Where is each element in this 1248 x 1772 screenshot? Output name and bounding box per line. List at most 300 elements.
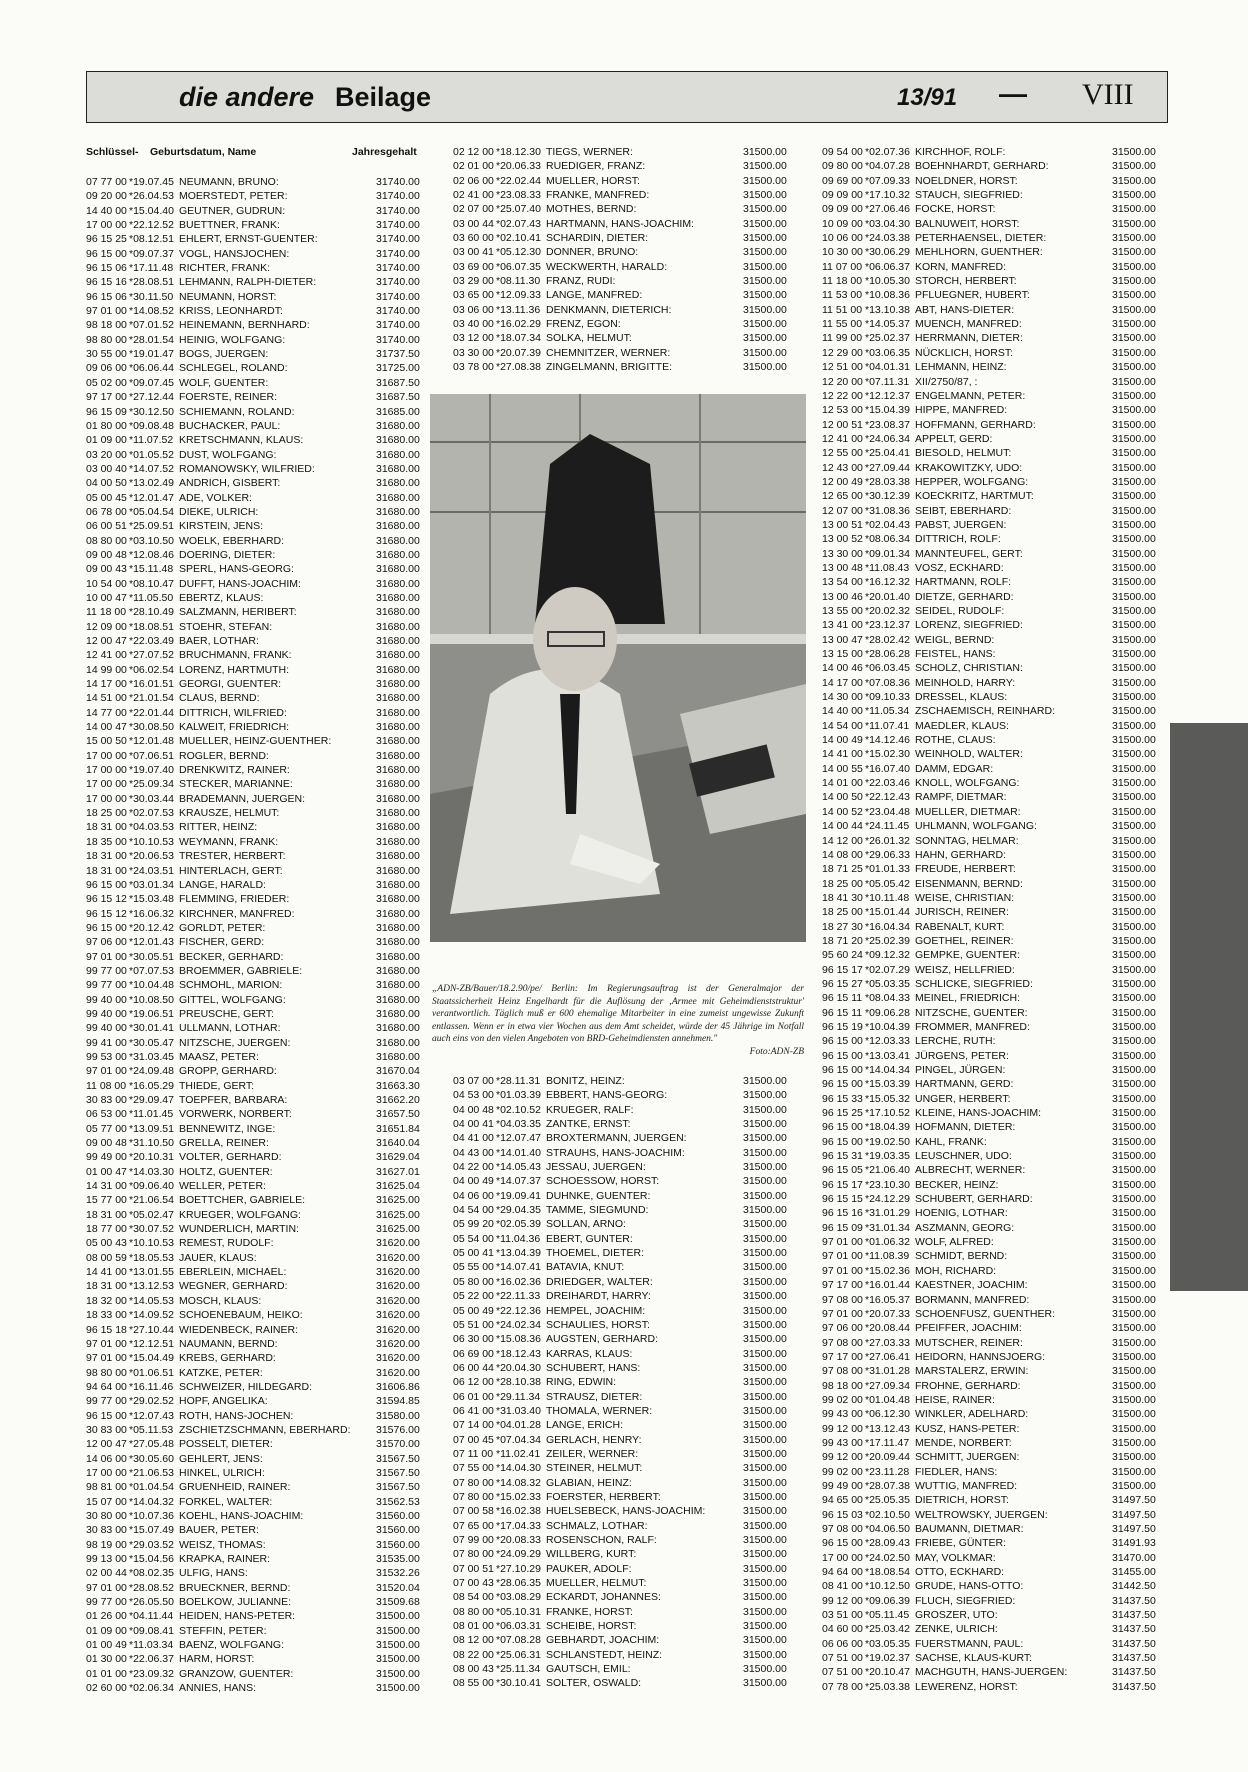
entry-key: 05 77 00 [86,1122,127,1135]
list-item [86,1409,426,1423]
entry-salary: 31500.00 [743,189,787,202]
entry-birthdate: *30.05.60 [129,1452,174,1465]
entry-name: KATZKE, PETER: [179,1366,263,1379]
entry-salary: 31500.00 [743,232,787,245]
entry-key: 13 00 46 [822,590,863,603]
entry-birthdate: *22.12.36 [496,1304,541,1317]
list-item [453,1146,793,1160]
entry-key: 17 00 00 [86,219,127,232]
entry-birthdate: *31.10.50 [129,1137,174,1150]
list-item [86,562,426,576]
entry-birthdate: *02.04.43 [865,518,910,531]
list-item [453,1547,793,1561]
entry-birthdate: *08.10.47 [129,577,174,590]
list-item [822,1221,1162,1235]
entry-birthdate: *06.03.45 [865,662,910,675]
entry-key: 18 31 00 [86,1280,127,1293]
entry-key: 96 15 12 [86,893,127,906]
list-item [822,575,1162,589]
entry-birthdate: *27.06.46 [865,203,910,216]
entry-key: 03 06 00 [453,303,494,316]
entry-salary: 31500.00 [376,1667,420,1680]
list-item [453,1103,793,1117]
list-item [86,1480,426,1494]
office-photo-illustration [430,394,806,942]
entry-birthdate: *24.03.51 [129,864,174,877]
entry-name: WOELK, EBERHARD: [179,534,285,547]
entry-salary: 31670.04 [376,1065,420,1078]
list-item [86,433,426,447]
list-item [822,891,1162,905]
list-item [86,978,426,992]
entry-name: ENGELMANN, PETER: [915,389,1026,402]
entry-name: SCHMIDT, BERND: [915,1250,1008,1263]
list-item [86,1538,426,1552]
entry-key: 14 00 50 [822,791,863,804]
list-item [453,1088,793,1102]
list-item [822,590,1162,604]
entry-key: 06 53 00 [86,1108,127,1121]
entry-salary: 31500.00 [1112,303,1156,316]
list-item [86,1107,426,1121]
entry-birthdate: *25.02.39 [865,934,910,947]
list-item [822,1206,1162,1220]
entry-key: 12 00 49 [822,475,863,488]
entry-key: 96 15 18 [86,1323,127,1336]
entry-birthdate: *20.09.44 [865,1451,910,1464]
list-item [453,174,793,188]
entry-key: 18 31 00 [86,864,127,877]
entry-salary: 31500.00 [743,217,787,230]
entry-name: DUFFT, HANS-JOACHIM: [179,577,301,590]
list-item [822,604,1162,618]
entry-name: TIEGS, WERNER: [546,146,633,158]
entry-birthdate: *20.06.33 [496,160,541,173]
list-item [822,432,1162,446]
entry-birthdate: *02.07.43 [496,217,541,230]
entry-salary: 31680.00 [376,792,420,805]
entry-name: LANGE, ERICH: [546,1419,624,1432]
entry-salary: 31680.00 [376,993,420,1006]
entry-birthdate: *20.01.40 [865,590,910,603]
entry-birthdate: *17.10.52 [865,1107,910,1120]
entry-name: JAUER, KLAUS: [179,1251,257,1264]
list-item [453,1189,793,1203]
entry-name: JÜRGENS, PETER: [915,1049,1009,1062]
list-item [822,1608,1162,1622]
entry-key: 07 11 00 [453,1447,494,1460]
entry-name: RABENALT, KURT: [915,920,1005,933]
entry-name: RAMPF, DIETMAR: [915,791,1007,804]
entry-salary: 31500.00 [1112,1365,1156,1378]
list-item [86,1566,426,1580]
entry-key: 07 51 00 [822,1652,863,1665]
list-item [822,834,1162,848]
entry-birthdate: *22.12.43 [865,791,910,804]
entry-name: VORWERK, NORBERT: [179,1108,292,1121]
entry-key: 99 40 00 [86,1022,127,1035]
entry-key: 14 00 46 [822,662,863,675]
entry-salary: 31620.00 [376,1352,420,1365]
entry-birthdate: *01.06.32 [865,1236,910,1249]
list-item [86,1150,426,1164]
entry-name: HOENIG, LOTHAR: [915,1207,1008,1220]
entry-birthdate: *10.08.50 [129,993,174,1006]
entry-salary: 31500.00 [743,146,787,158]
entry-salary: 31500.00 [1112,791,1156,804]
entry-name: LEUSCHNER, UDO: [915,1150,1012,1163]
entry-name: GRANZOW, GUENTER: [179,1667,294,1680]
list-item [822,1307,1162,1321]
entry-name: DIETZE, GERHARD: [915,590,1014,603]
entry-birthdate: *07.08.28 [496,1634,541,1647]
entry-key: 12 55 00 [822,447,863,460]
list-item [453,1662,793,1676]
list-item [453,217,793,231]
list-item [453,1289,793,1303]
entry-salary: 31680.00 [376,964,420,977]
entry-salary: 31500.00 [743,1562,787,1575]
list-item [86,505,426,519]
list-item [822,1651,1162,1665]
entry-name: SCHMOHL, MARION: [179,979,283,992]
entry-name: CLAUS, BERND: [179,692,260,705]
list-item [822,1049,1162,1063]
entry-name: HARTMANN, ROLF: [915,576,1012,589]
entry-birthdate: *02.05.39 [496,1218,541,1231]
list-item [86,591,426,605]
entry-name: GRUENHEID, RAINER: [179,1481,291,1494]
entry-birthdate: *10.05.30 [865,275,910,288]
entry-key: 07 51 00 [822,1666,863,1679]
list-item [822,231,1162,245]
entry-key: 08 80 00 [453,1605,494,1618]
entry-salary: 31500.00 [1112,1150,1156,1163]
entry-key: 13 00 51 [822,518,863,531]
entry-name: GEMPKE, GUENTER: [915,949,1021,962]
list-item [822,1379,1162,1393]
entry-birthdate: *27.06.41 [865,1350,910,1363]
list-item [86,1681,426,1695]
entry-salary: 31497.50 [1112,1494,1156,1507]
entry-name: WELTROWSKY, JUERGEN: [915,1508,1048,1521]
entry-key: 06 78 00 [86,505,127,518]
entry-birthdate: *08.11.30 [496,275,541,288]
entry-birthdate: *28.08.52 [129,1581,174,1594]
entry-salary: 31500.00 [1112,1092,1156,1105]
entry-key: 04 00 48 [453,1103,494,1116]
entry-salary: 31567.50 [376,1452,420,1465]
entry-name: NAUMANN, BERND: [179,1337,278,1350]
list-item [86,1236,426,1250]
entry-salary: 31625.00 [376,1208,420,1221]
entry-key: 05 55 00 [453,1261,494,1274]
entry-key: 97 01 00 [822,1307,863,1320]
entry-birthdate: *20.10.47 [865,1666,910,1679]
list-item [453,1605,793,1619]
list-item [86,534,426,548]
list-item [86,677,426,691]
entry-name: WEYMANN, FRANK: [179,835,279,848]
entry-salary: 31500.00 [1112,547,1156,560]
list-item [86,921,426,935]
entry-birthdate: *05.11.53 [129,1423,174,1436]
list-item [86,835,426,849]
entry-key: 18 71 25 [822,863,863,876]
entry-name: MEINHOLD, HARRY: [915,676,1016,689]
entry-salary: 31500.00 [1112,1107,1156,1120]
entry-birthdate: *25.09.34 [129,778,174,791]
entry-name: NOELDNER, HORST: [915,174,1018,187]
entry-name: NITZSCHE, GUENTER: [915,1006,1028,1019]
entry-name: SPERL, HANS-GEORG: [179,563,294,576]
entry-name: ROGLER, BERND: [179,749,269,762]
entry-name: JURISCH, REINER: [915,906,1009,919]
entry-salary: 31500.00 [743,1591,787,1604]
entry-name: NITZSCHE, JUERGEN: [179,1036,291,1049]
entry-key: 97 01 00 [86,1581,127,1594]
entry-salary: 31680.00 [376,735,420,748]
entry-key: 05 02 00 [86,376,127,389]
list-item [453,1390,793,1404]
entry-name: GROSZER, UTO: [915,1609,998,1622]
entry-name: SCHOESSOW, HORST: [546,1175,660,1188]
list-item [86,361,426,375]
entry-key: 15 77 00 [86,1194,127,1207]
entry-name: SCHIEMANN, ROLAND: [179,405,295,418]
entry-key: 05 99 20 [453,1218,494,1231]
entry-name: WUTTIG, MANFRED: [915,1479,1018,1492]
entry-key: 14 30 00 [822,691,863,704]
entry-birthdate: *01.04.48 [865,1393,910,1406]
entry-birthdate: *04.03.35 [496,1118,541,1131]
entry-name: ZENKE, ULRICH: [915,1623,998,1636]
entry-key: 18 77 00 [86,1223,127,1236]
list-item [86,1394,426,1408]
entry-name: UNGER, HERBERT: [915,1092,1011,1105]
list-item [86,777,426,791]
list-item [86,1652,426,1666]
entry-salary: 31627.01 [376,1165,420,1178]
entry-salary: 31500.00 [1112,518,1156,531]
list-item [453,1433,793,1447]
entry-name: BRUECKNER, BERND: [179,1581,291,1594]
salary-list-column-3 [822,145,1162,1694]
entry-name: HOPF, ANGELIKA: [179,1395,268,1408]
entry-name: PFLUEGNER, HUBERT: [915,289,1030,302]
entry-salary: 31500.00 [743,1290,787,1303]
list-item [453,1375,793,1389]
list-item [86,405,426,419]
list-item [822,504,1162,518]
entry-birthdate: *02.07.29 [865,963,910,976]
entry-birthdate: *06.07.35 [496,260,541,273]
entry-birthdate: *28.11.31 [496,1075,541,1087]
entry-birthdate: *28.02.42 [865,633,910,646]
entry-name: HERRMANN, DIETER: [915,332,1023,345]
entry-key: 30 83 00 [86,1524,127,1537]
entry-birthdate: *13.12.53 [129,1280,174,1293]
entry-name: HEISE, RAINER: [915,1393,995,1406]
list-item [453,1074,793,1088]
entry-salary: 31500.00 [376,1653,420,1666]
list-item [822,288,1162,302]
list-item [86,605,426,619]
list-item [822,1551,1162,1565]
entry-name: FRENZ, EGON: [546,318,621,331]
entry-name: STORCH, HERBERT: [915,275,1017,288]
entry-key: 11 18 00 [822,275,863,288]
list-item [822,862,1162,876]
entry-birthdate: *20.07.33 [865,1307,910,1320]
entry-name: MARSTALERZ, ERWIN: [915,1365,1029,1378]
entry-name: DAMM, EDGAR: [915,762,994,775]
entry-key: 08 80 00 [86,534,127,547]
entry-key: 07 80 00 [453,1548,494,1561]
list-item [86,189,426,203]
entry-birthdate: *09.07.45 [129,376,174,389]
entry-name: ROMANOWSKY, WILFRIED: [179,462,315,475]
entry-name: LERCHE, RUTH: [915,1035,996,1048]
entry-key: 17 00 00 [86,1466,127,1479]
entry-birthdate: *17.04.33 [496,1519,541,1532]
entry-name: GEORGI, GUENTER: [179,678,282,691]
entry-birthdate: *25.06.31 [496,1648,541,1661]
list-item [822,1249,1162,1263]
entry-salary: 31500.00 [743,1333,787,1346]
entry-birthdate: *09.01.34 [865,547,910,560]
list-item [822,676,1162,690]
entry-birthdate: *28.01.54 [129,333,174,346]
entry-birthdate: *09.06.39 [865,1594,910,1607]
entry-birthdate: *08.04.33 [865,992,910,1005]
entry-birthdate: *25.11.34 [496,1663,541,1676]
list-item [822,690,1162,704]
entry-birthdate: *28.07.38 [865,1479,910,1492]
entry-salary: 31500.00 [1112,232,1156,245]
entry-key: 96 15 00 [86,1409,127,1422]
entry-key: 18 32 00 [86,1294,127,1307]
entry-salary: 31500.00 [743,332,787,345]
entry-salary: 31500.00 [743,1419,787,1432]
entry-key: 18 33 00 [86,1309,127,1322]
entry-name: GERLACH, HENRY: [546,1433,642,1446]
entry-name: SCHLANSTEDT, HEINZ: [546,1648,663,1661]
entry-key: 96 15 00 [822,1121,863,1134]
entry-key: 99 13 00 [86,1553,127,1565]
list-item [822,790,1162,804]
entry-salary: 31500.00 [1112,475,1156,488]
list-item [822,1106,1162,1120]
entry-salary: 31680.00 [376,620,420,633]
entry-birthdate: *06.02.54 [129,663,174,676]
entry-key: 01 26 00 [86,1610,127,1623]
list-item [86,935,426,949]
list-item [86,577,426,591]
entry-birthdate: *11.08.43 [865,561,910,574]
entry-birthdate: *29.09.47 [129,1094,174,1106]
entry-salary: 31497.50 [1112,1508,1156,1521]
entry-name: PREUSCHE, GERT: [179,1007,274,1020]
entry-name: KRUEGER, RALF: [546,1103,634,1116]
entry-salary: 31500.00 [1112,375,1156,388]
entry-key: 09 80 00 [822,160,863,173]
entry-salary: 31500.00 [1112,590,1156,603]
list-item [822,547,1162,561]
entry-name: DIEKE, ULRICH: [179,505,259,518]
entry-salary: 31500.00 [1112,691,1156,704]
entry-salary: 31680.00 [376,907,420,920]
entry-name: BAUMANN, DIETMAR: [915,1523,1024,1535]
entry-key: 03 29 00 [453,275,494,288]
entry-key: 04 60 00 [822,1623,863,1636]
entry-key: 97 01 00 [86,1337,127,1350]
list-item [822,489,1162,503]
entry-name: KAHL, FRANK: [915,1135,987,1148]
list-item [453,1476,793,1490]
entry-key: 96 15 03 [822,1508,863,1521]
entry-salary: 31500.00 [743,1677,787,1690]
list-item [822,1092,1162,1106]
entry-salary: 31606.86 [376,1380,420,1393]
entry-key: 12 09 00 [86,620,127,633]
entry-salary: 31500.00 [1112,920,1156,933]
list-item [822,1637,1162,1651]
entry-birthdate: *21.06.53 [129,1466,174,1479]
entry-salary: 31500.00 [1112,561,1156,574]
entry-salary: 31500.00 [1112,877,1156,890]
entry-name: BENNEWITZ, INGE: [179,1122,276,1135]
entry-salary: 31500.00 [1112,1035,1156,1048]
entry-key: 12 00 47 [86,1438,127,1451]
list-item [86,864,426,878]
entry-key: 09 09 00 [822,203,863,216]
entry-salary: 31500.00 [1112,705,1156,718]
entry-birthdate: *22.02.44 [496,174,541,187]
entry-salary: 31740.00 [376,190,420,203]
list-item [453,188,793,202]
entry-name: HEINIG, WOLFGANG: [179,333,286,346]
entry-birthdate: *29.02.52 [129,1395,174,1408]
list-item [822,1479,1162,1493]
entry-key: 97 17 00 [822,1279,863,1292]
list-item [86,1165,426,1179]
list-item [822,303,1162,317]
entry-salary: 31500.00 [743,246,787,259]
entry-salary: 31500.00 [1112,275,1156,288]
entry-key: 13 00 48 [822,561,863,574]
list-item [822,375,1162,389]
entry-salary: 31500.00 [743,1505,787,1518]
entry-salary: 31680.00 [376,649,420,662]
entry-key: 94 64 00 [822,1566,863,1579]
list-item [822,475,1162,489]
list-item [822,1522,1162,1536]
entry-salary: 31500.00 [743,1648,787,1661]
entry-key: 14 40 00 [86,204,127,217]
entry-key: 03 51 00 [822,1609,863,1622]
entry-key: 14 12 00 [822,834,863,847]
list-item [822,776,1162,790]
entry-birthdate: *27.07.52 [129,649,174,662]
entry-key: 03 69 00 [453,260,494,273]
entry-birthdate: *04.01.28 [496,1419,541,1432]
entry-salary: 31680.00 [376,534,420,547]
entry-birthdate: *04.11.44 [129,1610,174,1623]
entry-salary: 31500.00 [1112,992,1156,1005]
entry-key: 06 41 00 [453,1404,494,1417]
entry-salary: 31567.50 [376,1466,420,1479]
